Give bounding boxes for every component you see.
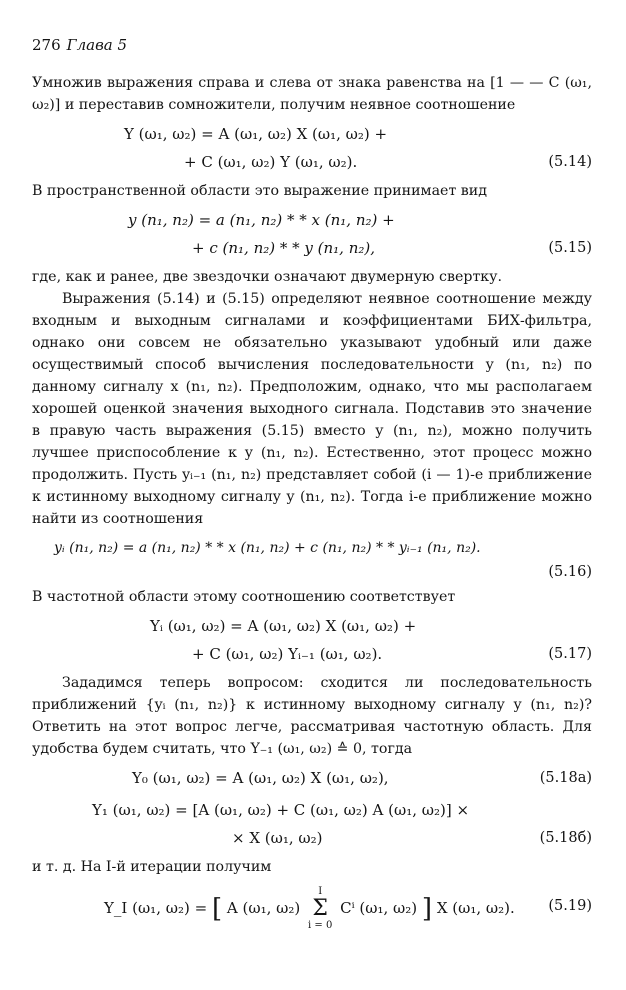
- sum-lower-limit: i = 0: [308, 920, 333, 931]
- equation-5-19: [32, 886, 592, 932]
- equation-5-15: [32, 206, 592, 262]
- paragraph-5: В частотной области этому соотношению соответствует: [32, 589, 456, 605]
- page: [32, 36, 592, 936]
- equation-5-14: [32, 120, 592, 176]
- paragraph-2: В пространственной области это выражение принимает вид: [32, 183, 487, 199]
- equation-5-18a: [32, 764, 592, 792]
- paragraph-4: Выражения (5.14) и (5.15) определяют неявное соотношение между входным и выходным сигналами и коэффициентами БИХ-фильтра, однако они совсем не обязательно указывают удобный или даже осуществимый способ вычисления последовательности y (n₁, n₂) по данному сигналу x (n₁, n₂). Предположим, однако, что мы располагаем хорошей оценкой значения выходного сигнала. Подставив это значение в правую часть выражения (5.15) вместо y (n₁, n₂), можно получить лучшее приспособление к y (n₁, n₂). Естественно, этот процесс можно продолжить. Пусть yᵢ₋₁ (n₁, n₂) представляет собой (i — 1)-е приближение к истинному выходному сигналу y (n₁, n₂). Тогда i-е приближение можно найти из соотношения: [32, 291, 592, 527]
- paragraph-3: где, как и ранее, две звездочки означают двумерную свертку.: [32, 269, 503, 285]
- eq-5-19-left-bracket: [: [211, 894, 223, 924]
- chapter-title: Глава 5: [66, 36, 128, 54]
- eq-5-19-sum: [308, 886, 332, 932]
- eq-5-17-line-1: Yᵢ (ω₁, ω₂) = A (ω₁, ω₂) X (ω₁, ω₂) +: [150, 617, 417, 635]
- equation-5-18b: [32, 796, 592, 852]
- eq-5-14-line-1: Y (ω₁, ω₂) = A (ω₁, ω₂) X (ω₁, ω₂) +: [124, 125, 388, 143]
- equation-5-17: [32, 612, 592, 668]
- page-number: 276: [32, 36, 61, 54]
- paragraph-6: Зададимся теперь вопросом: сходится ли последовательность приближений {yᵢ (n₁, n₂)} к истинному выходному сигналу y (n₁, n₂)? Ответить на этот вопрос легче, рассматривая частотную область. Для удобства будем считать, что Y₋₁ (ω₁, ω₂) ≙ 0, тогда: [32, 675, 592, 757]
- eq-5-18b-line-1: Y₁ (ω₁, ω₂) = [A (ω₁, ω₂) + C (ω₁, ω₂) A (ω₁, ω₂)] ×: [92, 801, 470, 819]
- sum-upper-limit: I: [318, 886, 323, 897]
- eq-5-17-line-2: + C (ω₁, ω₂) Yᵢ₋₁ (ω₁, ω₂).: [192, 645, 383, 663]
- sum-sigma: Σ: [312, 896, 328, 921]
- eq-5-19-lhs: Y_I (ω₁, ω₂) =: [104, 899, 208, 917]
- equation-5-16: [32, 534, 592, 582]
- eq-5-15-line-1: y (n₁, n₂) = a (n₁, n₂) * * x (n₁, n₂) +: [128, 211, 395, 229]
- eq-5-17-number: (5.17): [548, 646, 592, 662]
- paragraph-1: Умножив выражения справа и слева от знака равенства на [1 — — C (ω₁, ω₂)] и переставив сомножители, получим неявное соотношение: [32, 75, 592, 113]
- eq-5-19-rhs: X (ω₁, ω₂).: [436, 899, 515, 917]
- eq-5-16-line-1: yᵢ (n₁, n₂) = a (n₁, n₂) * * x (n₁, n₂) + c (n₁, n₂) * * yᵢ₋₁ (n₁, n₂).: [54, 540, 481, 556]
- eq-5-15-number: (5.15): [548, 240, 592, 256]
- eq-5-19-term-a: A (ω₁, ω₂): [226, 899, 301, 917]
- eq-5-18a-line-1: Y₀ (ω₁, ω₂) = A (ω₁, ω₂) X (ω₁, ω₂),: [132, 769, 389, 787]
- eq-5-19-term-c: Cⁱ (ω₁, ω₂): [340, 899, 418, 917]
- eq-5-15-line-2: + c (n₁, n₂) * * y (n₁, n₂),: [192, 239, 375, 257]
- eq-5-16-number: (5.16): [548, 564, 592, 580]
- eq-5-18b-number: (5.18б): [539, 830, 592, 846]
- running-header: [32, 36, 592, 54]
- eq-5-19-number: (5.19): [548, 898, 592, 914]
- eq-5-19-right-bracket: ]: [421, 894, 433, 924]
- eq-5-18b-line-2: × X (ω₁, ω₂): [232, 829, 323, 847]
- eq-5-14-line-2: + C (ω₁, ω₂) Y (ω₁, ω₂).: [184, 153, 358, 171]
- paragraph-7: и т. д. На I-й итерации получим: [32, 859, 272, 875]
- eq-5-18a-number: (5.18а): [539, 770, 592, 786]
- eq-5-14-number: (5.14): [548, 154, 592, 170]
